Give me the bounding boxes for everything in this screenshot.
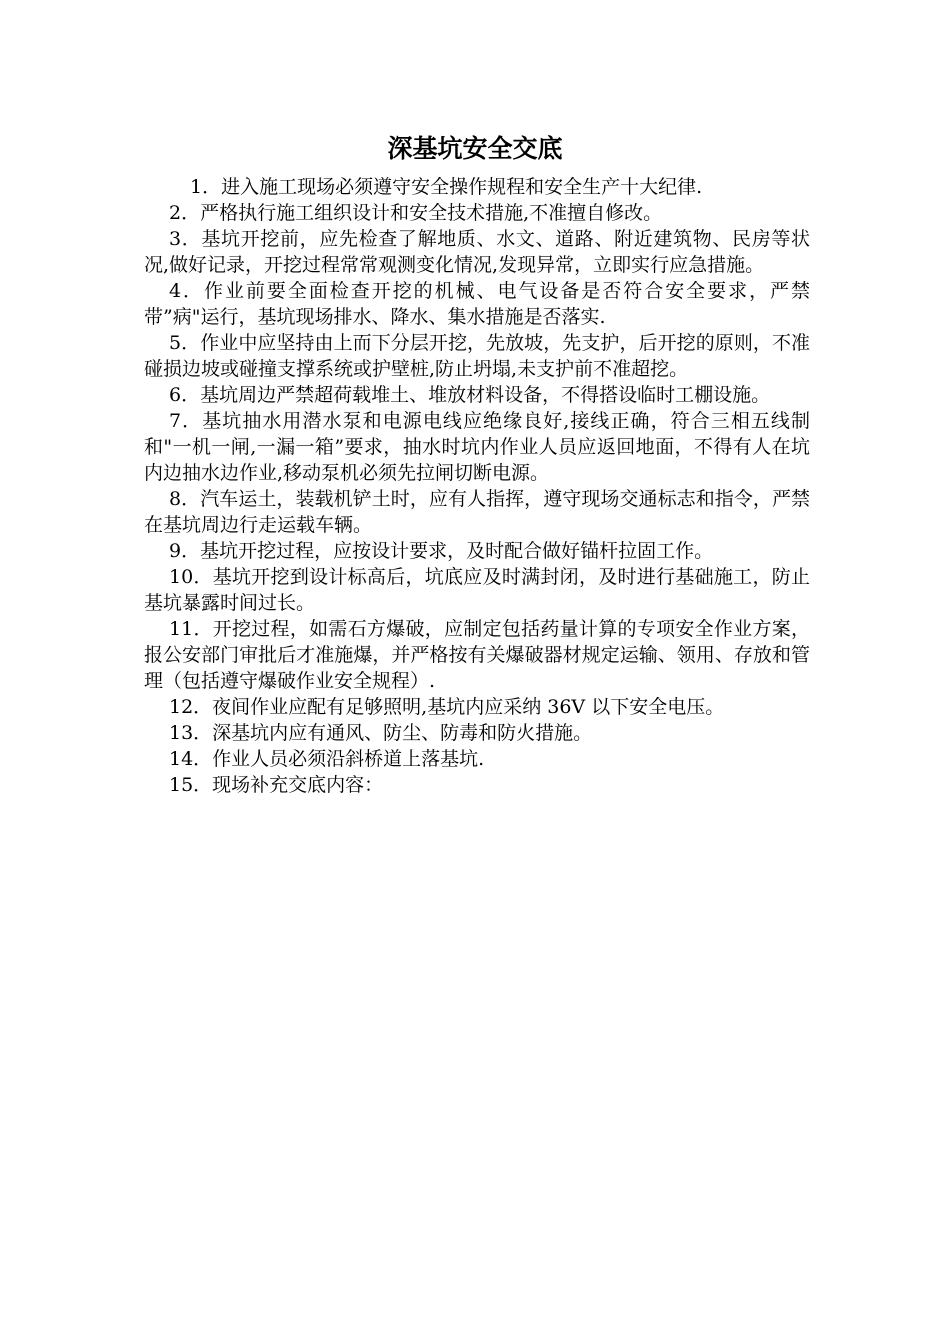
clause-14: 14．作业人员必须沿斜桥道上落基坑. <box>169 748 485 770</box>
clause-4: 4．作业前要全面检查开挖的机械、电气设备是否符合安全要求，严禁带”病"运行，基坑现场排水、降水、集水措施是否落实. <box>144 280 810 328</box>
clause-3: 3．基坑开挖前，应先检查了解地质、水文、道路、附近建筑物、民房等状况,做好记录，开挖过程常常观测变化情况,发现异常，立即实行应急措施。 <box>144 228 810 276</box>
clause-10: 10．基坑开挖到设计标高后，坑底应及时满封闭，及时进行基础施工，防止基坑暴露时间过长。 <box>144 566 810 614</box>
clause-6: 6．基坑周边严禁超荷载堆土、堆放材料设备，不得搭设临时工棚设施。 <box>169 384 771 406</box>
document-body <box>144 174 810 798</box>
clause-2: 2．严格执行施工组织设计和安全技术措施,不准擅自修改。 <box>169 202 663 224</box>
clause-12: 12．夜间作业应配有足够照明,基坑内应采纳 36V 以下安全电压。 <box>169 696 725 718</box>
clause-13: 13．深基坑内应有通风、防尘、防毒和防火措施。 <box>169 722 593 744</box>
clause-1: 1．进入施工现场必须遵守安全操作规程和安全生产十大纪律. <box>190 176 703 198</box>
document-title: 深基坑安全交底 <box>387 134 563 163</box>
clause-8: 8．汽车运土，装载机铲土时，应有人指挥，遵守现场交通标志和指令，严禁在基坑周边行走运载车辆。 <box>144 488 810 536</box>
clause-5: 5．作业中应坚持由上而下分层开挖，先放坡，先支护，后开挖的原则，不准碰损边坡或碰撞支撑系统或护壁桩,防止坍塌,未支护前不准超挖。 <box>144 332 810 380</box>
clause-7: 7．基坑抽水用潜水泵和电源电线应绝缘良好,接线正确，符合三相五线制和"一机一闸,一漏一箱”要求，抽水时坑内作业人员应返回地面，不得有人在坑内边抽水边作业,移动泵机必须先拉闸切断电源。 <box>144 410 810 484</box>
clause-9: 9．基坑开挖过程，应按设计要求，及时配合做好锚杆拉固工作。 <box>169 540 714 562</box>
clause-11: 11．开挖过程，如需石方爆破，应制定包括药量计算的专项安全作业方案，报公安部门审批后才准施爆，并严格按有关爆破器材规定运输、领用、存放和管理（包括遵守爆破作业安全规程）. <box>144 618 810 692</box>
clause-15: 15．现场补充交底内容： <box>169 774 384 796</box>
